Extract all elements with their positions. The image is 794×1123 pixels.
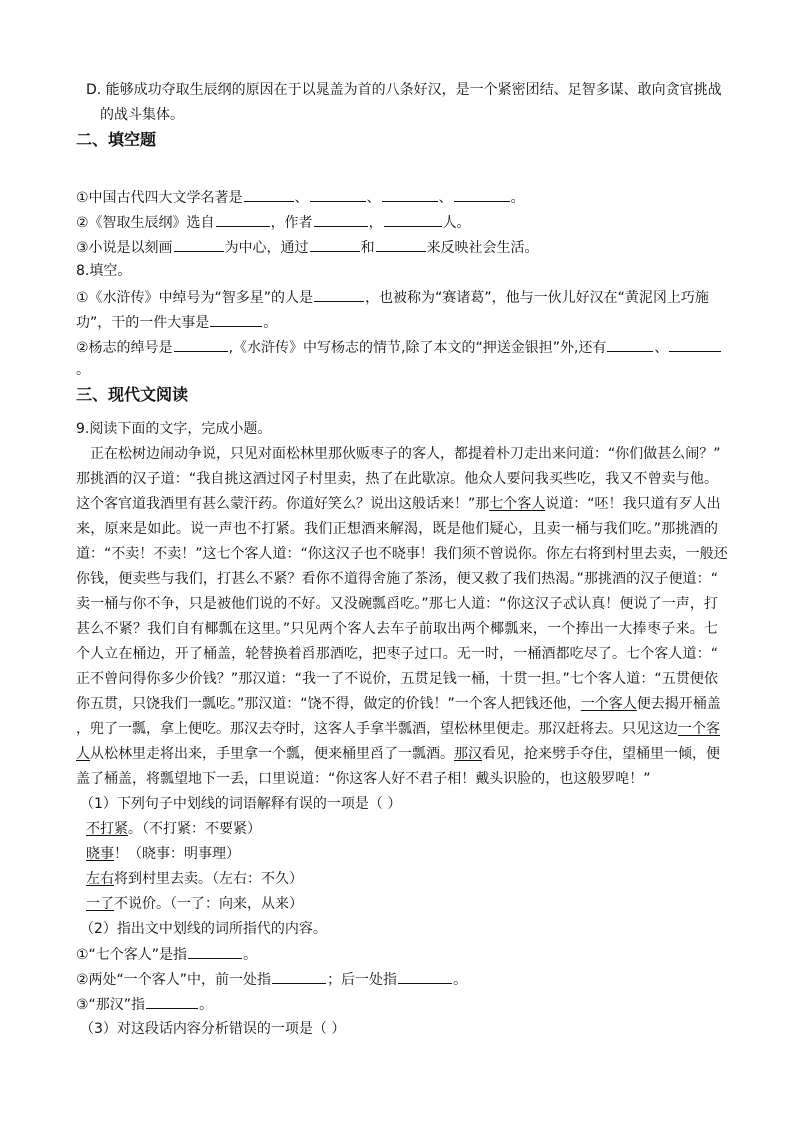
- section2-title: 二、填空题: [76, 130, 157, 149]
- passage-line: 这个客官道我酒里有甚么蒙汗药。你道好笑么？说出这般话来！”那七个客人说道：“呸！我只道有歹人出: [76, 496, 721, 512]
- passage-line: 盖了桶盖，将瓢望地下一丢，口里说道：“你这客人好不君子相！戴头识脸的，也这般罗唣！”: [76, 771, 651, 787]
- q7-2: [76, 213, 471, 232]
- answer-blank[interactable]: [314, 288, 364, 302]
- q7-3-text: ③小说是以刻画: [76, 240, 173, 256]
- q8-1-text: 功”，干的一件大事是: [76, 315, 210, 331]
- passage-line: 那挑酒的汉子道：“我自挑这酒过冈子村里卖，热了在此歇凉。他众人要问我买些吃，我又不曾卖与他。: [76, 471, 718, 487]
- answer-blank[interactable]: [310, 238, 360, 252]
- passage-line: 卖一桶与你不争，只是被他们说的不好。又没碗瓢舀吃。”那七人道：“你这汉子忒认真！便说了一声，打: [76, 596, 718, 612]
- q9-intro: 9.阅读下面的文字，完成小题。: [76, 421, 272, 437]
- answer-blank[interactable]: [384, 213, 442, 227]
- period: 。: [510, 190, 525, 206]
- option-d-line2: 的战斗集体。: [100, 107, 184, 123]
- underlined-term: 左右: [86, 871, 114, 887]
- separator: 、: [654, 340, 669, 356]
- passage-line: ，兜了一瓢，拿上便吃。那汉去夺时，这客人手拿半瓢酒，望松林里便走。那汉赶将去。只见这边一个客: [76, 721, 720, 737]
- q9-1-option: 晓事！（晓事：明事理）: [86, 846, 240, 862]
- answer-blank[interactable]: [174, 238, 224, 252]
- answer-blank[interactable]: [146, 995, 198, 1009]
- answer-blank[interactable]: [376, 238, 426, 252]
- period: 。: [263, 315, 278, 331]
- separator: 、: [366, 190, 381, 206]
- separator: ，: [368, 215, 383, 231]
- q7-3-text: 来反映社会生活。: [426, 240, 539, 256]
- answer-blank[interactable]: [272, 970, 326, 984]
- passage-line: 你五贯，只饶我们一瓢吃。”那汉道：“饶不得，做定的价钱！”一个客人把钱还他，一个客人便去揭开桶盖: [76, 696, 721, 712]
- underlined-phrase: 那汉: [454, 746, 482, 762]
- passage-line: 来，原来是如此。说一声也不打紧。我们正想酒来解渴，既是他们疑心，且卖一桶与我们吃。”那挑酒的: [76, 521, 718, 537]
- answer-blank[interactable]: [244, 188, 294, 202]
- separator: 、: [294, 190, 309, 206]
- q9-2-item: ③“那汉”指 。: [76, 997, 214, 1013]
- q8-1-line1: [76, 288, 709, 307]
- answer-blank[interactable]: [314, 213, 368, 227]
- q7-2-text: 人。: [442, 215, 471, 231]
- underlined-phrase: 七个客人: [489, 496, 546, 512]
- q9-1-option: 一了不说价。（一了：向来，从来）: [86, 896, 303, 912]
- q8-2-text: ②杨志的绰号是: [76, 340, 173, 356]
- q9-1-option: 左右将到村里去卖。（左右：不久）: [86, 871, 303, 887]
- answer-blank[interactable]: [454, 188, 510, 202]
- q8-label: 8.填空。: [76, 263, 132, 279]
- passage-line: 个人立在桶边，开了桶盖，轮替换着舀那酒吃，把枣子过口。无一时，一桶酒都吃尽了。七个客人道：“: [76, 646, 718, 662]
- underlined-term: 不打紧: [86, 821, 128, 837]
- underlined-phrase: 一个客: [678, 721, 720, 737]
- answer-blank[interactable]: [310, 188, 366, 202]
- q8-2-line1: [76, 338, 722, 357]
- answer-blank[interactable]: [216, 213, 270, 227]
- answer-blank[interactable]: [382, 188, 438, 202]
- passage-line: 正不曾问得你多少价钱？”那汉道：“我一了不说价，五贯足钱一桶，十贯一担。”七个客人道：“五贯便依: [76, 671, 718, 687]
- q9-2-stem: （2）指出文中划线的词所指代的内容。: [80, 921, 327, 937]
- passage-line: 你钱，便卖些与我们，打甚么不紧？看你不道得舍施了茶汤，便又救了我们热渴。”那挑酒的汉子便道：“: [76, 571, 718, 587]
- q9-3-stem: （3）对这段话内容分析错误的一项是（ ）: [80, 1021, 346, 1037]
- answer-blank[interactable]: [669, 338, 721, 352]
- q8-2-line2: 。: [76, 362, 90, 378]
- q7-1: [76, 188, 525, 207]
- q7-3: [76, 238, 539, 257]
- answer-blank[interactable]: [398, 970, 452, 984]
- section3-title: 三、现代文阅读: [76, 385, 189, 404]
- q9-1-option: 不打紧。（不打紧：不要紧）: [86, 821, 261, 837]
- q8-1-line2: [76, 313, 277, 332]
- passage-line: 甚么不紧？我们自有椰瓢在这里。”只见两个客人去车子前取出两个椰瓢来，一个捧出一大捧枣子来。七: [76, 621, 718, 637]
- q9-2-item: ①“七个客人”是指 。: [76, 947, 258, 963]
- answer-blank[interactable]: [174, 338, 228, 352]
- underlined-term: 一了: [86, 896, 114, 912]
- underlined-phrase: 一个客人: [580, 696, 637, 712]
- passage-line: 正在松树边闹动争说，只见对面松林里那伙贩枣子的客人，都提着朴刀走出来问道：“你们做甚么闹？”: [90, 446, 721, 462]
- underlined-term: 晓事: [86, 846, 114, 862]
- q7-3-text: 为中心，通过: [224, 240, 309, 256]
- answer-blank[interactable]: [210, 313, 262, 327]
- underlined-phrase: 人: [76, 746, 90, 762]
- q7-3-text: 和: [360, 240, 375, 256]
- separator: 、: [438, 190, 453, 206]
- q8-2-text: ,《水浒传》中写杨志的情节,除了本文的“押送金银担”外,还有: [228, 340, 607, 356]
- q9-1-stem: （1）下列句子中划线的词语解释有误的一项是（ ）: [80, 796, 402, 812]
- option-d-line1: D. 能够成功夺取生辰纲的原因在于以晁盖为首的八条好汉，是一个紧密团结、足智多谋、敢向贪官挑战: [86, 82, 722, 98]
- q7-2-text: ②《智取生辰纲》选自: [76, 215, 215, 231]
- passage-line: 人从松林里走将出来，手里拿一个瓢，便来桶里舀了一瓢酒。那汉看见，抢来劈手夺住，望桶里一倾，便: [76, 746, 720, 762]
- q8-1-text: ，也被称为“赛诸葛”，他与一伙儿好汉在“黄泥冈上巧施: [365, 290, 709, 306]
- q8-1-text: ①《水浒传》中绰号为“智多星”的人是: [76, 290, 314, 306]
- q7-1-text: ①中国古代四大文学名著是: [76, 190, 243, 206]
- q7-2-text: ，作者: [270, 215, 313, 231]
- q9-2-item: ②两处“一个客人”中，前一处指 ；后一处指 。: [76, 972, 468, 988]
- answer-blank[interactable]: [188, 945, 242, 959]
- passage-line: 道：“不卖！不卖！”这七个客人道：“你这汉子也不晓事！我们须不曾说你。你左右将到村里去卖，一般还: [76, 546, 728, 562]
- answer-blank[interactable]: [607, 338, 653, 352]
